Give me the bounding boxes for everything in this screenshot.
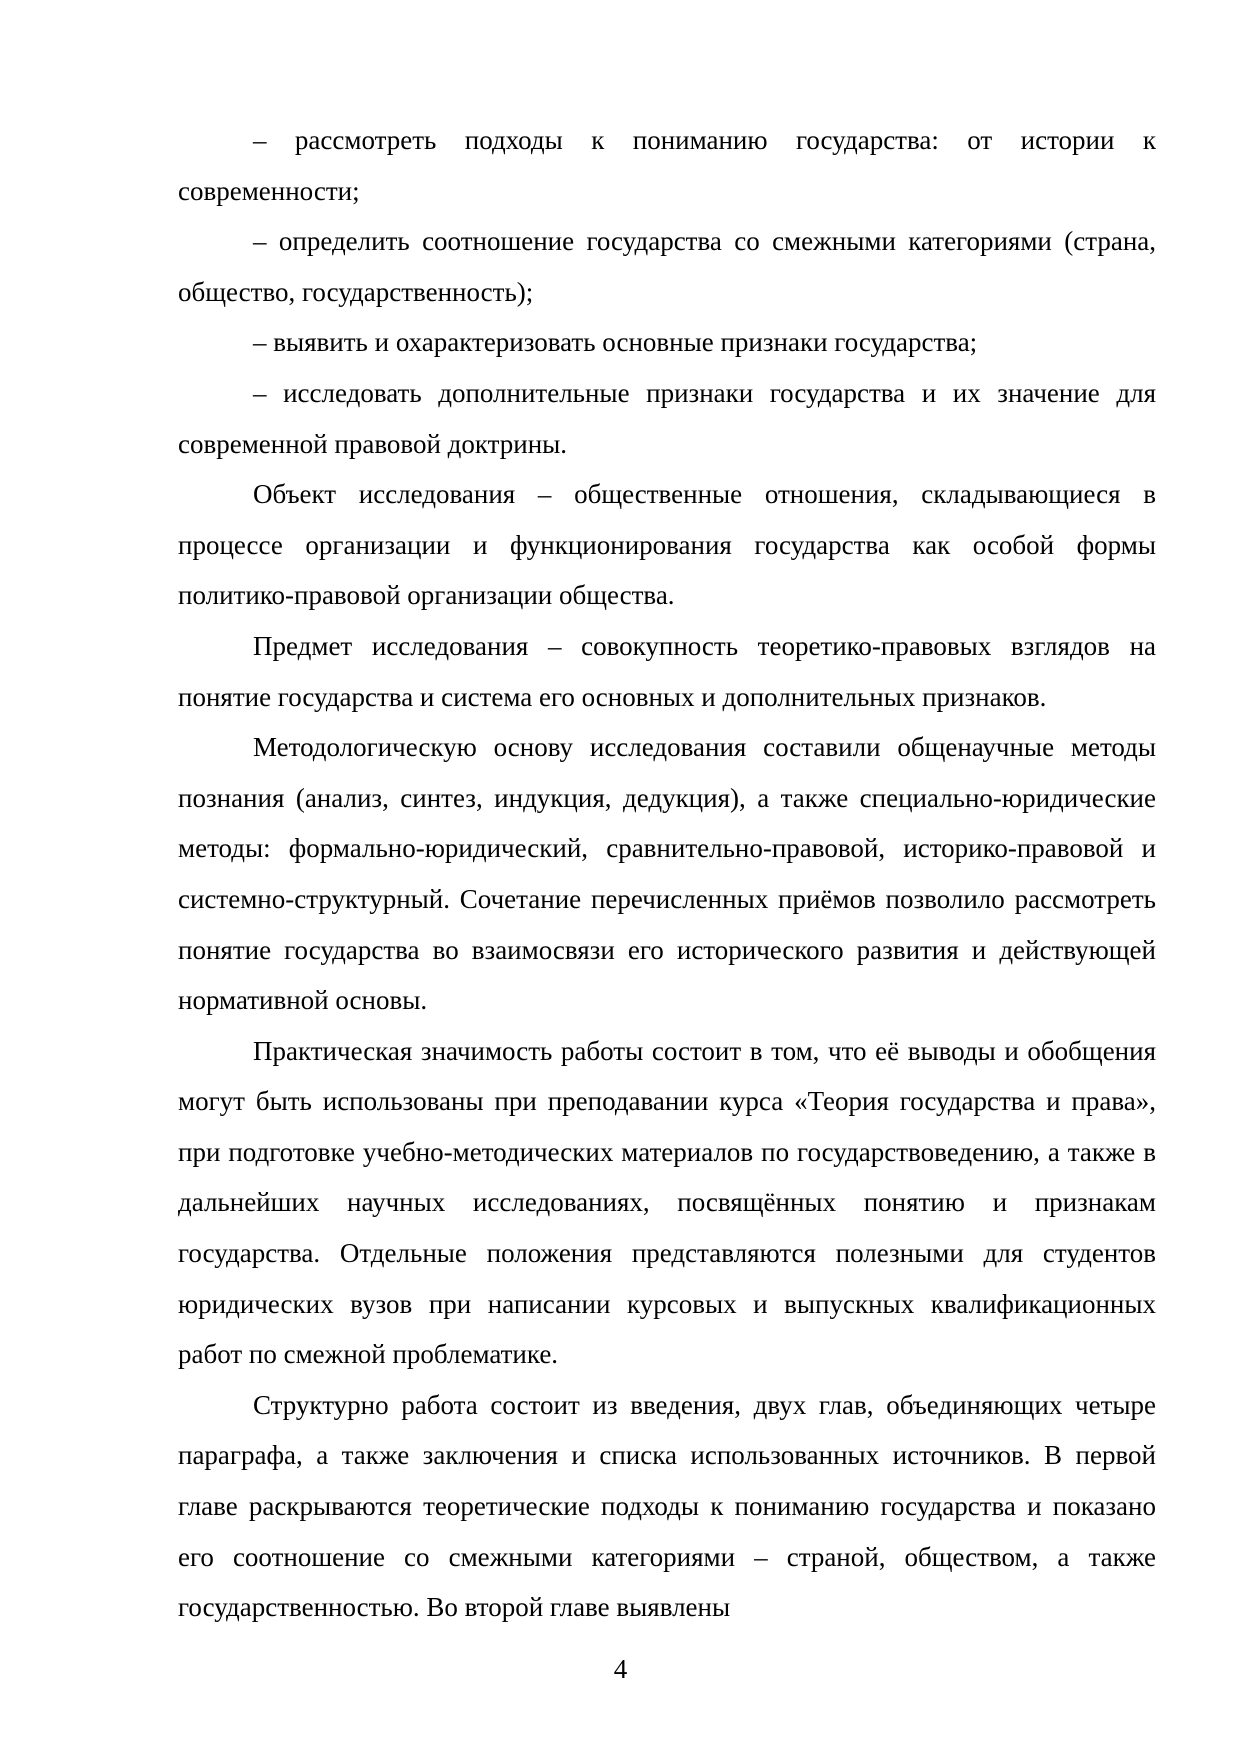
research-subject-paragraph: Предмет исследования – совокупность теоретико-правовых взглядов на понятие государства и система его основных и дополнительных признаков. [178, 630, 1156, 712]
practical-significance-paragraph: Практическая значимость работы состоит в том, что её выводы и обобщения могут быть использованы при преподавании курса «Теория государства и права», при подготовке учебно-методических материалов по государствоведению, а также в дальнейших научных исследованиях, посвящённых понятию и признакам государства. Отдельные положения представляются полезными для студентов юридических вузов при написании курсовых и выпускных квалификационных работ по смежной проблематике. [178, 1035, 1156, 1370]
task-item-related-categories: – определить соотношение государства со смежными категориями (страна, общество, государственность); [178, 226, 1156, 307]
task-item-main-features: – выявить и охарактеризовать основные признаки государства; [253, 327, 978, 358]
task-item-additional-features: – исследовать дополнительные признаки государства и их значение для современной правовой доктрины. [178, 377, 1156, 459]
page-body [178, 115, 1156, 1633]
structure-paragraph: Структурно работа состоит из введения, двух глав, объединяющих четыре параграфа, а также заключения и списка использованных источников. В первой главе раскрываются теоретические подходы к пониманию государства и показано его соотношение со смежными категориями – страной, обществом, а также государственностью. Во второй главе выявлены [178, 1389, 1156, 1623]
research-object-paragraph: Объект исследования – общественные отношения, складывающиеся в процессе организации и функционирования государства как особой формы политико-правовой организации общества. [178, 479, 1156, 611]
methodology-paragraph: Методологическую основу исследования составили общенаучные методы познания (анализ, синтез, индукция, дедукция), а также специально-юридические методы: формально-юридический, сравнительно-правовой, историко-правовой и системно-структурный. Сочетание перечисленных приёмов позволило рассмотреть понятие государства во взаимосвязи его исторического развития и действующей нормативной основы. [178, 732, 1156, 1016]
page-number: 4 [613, 1654, 628, 1684]
task-item-approaches: – рассмотреть подходы к пониманию государства: от истории к современности; [178, 125, 1156, 206]
